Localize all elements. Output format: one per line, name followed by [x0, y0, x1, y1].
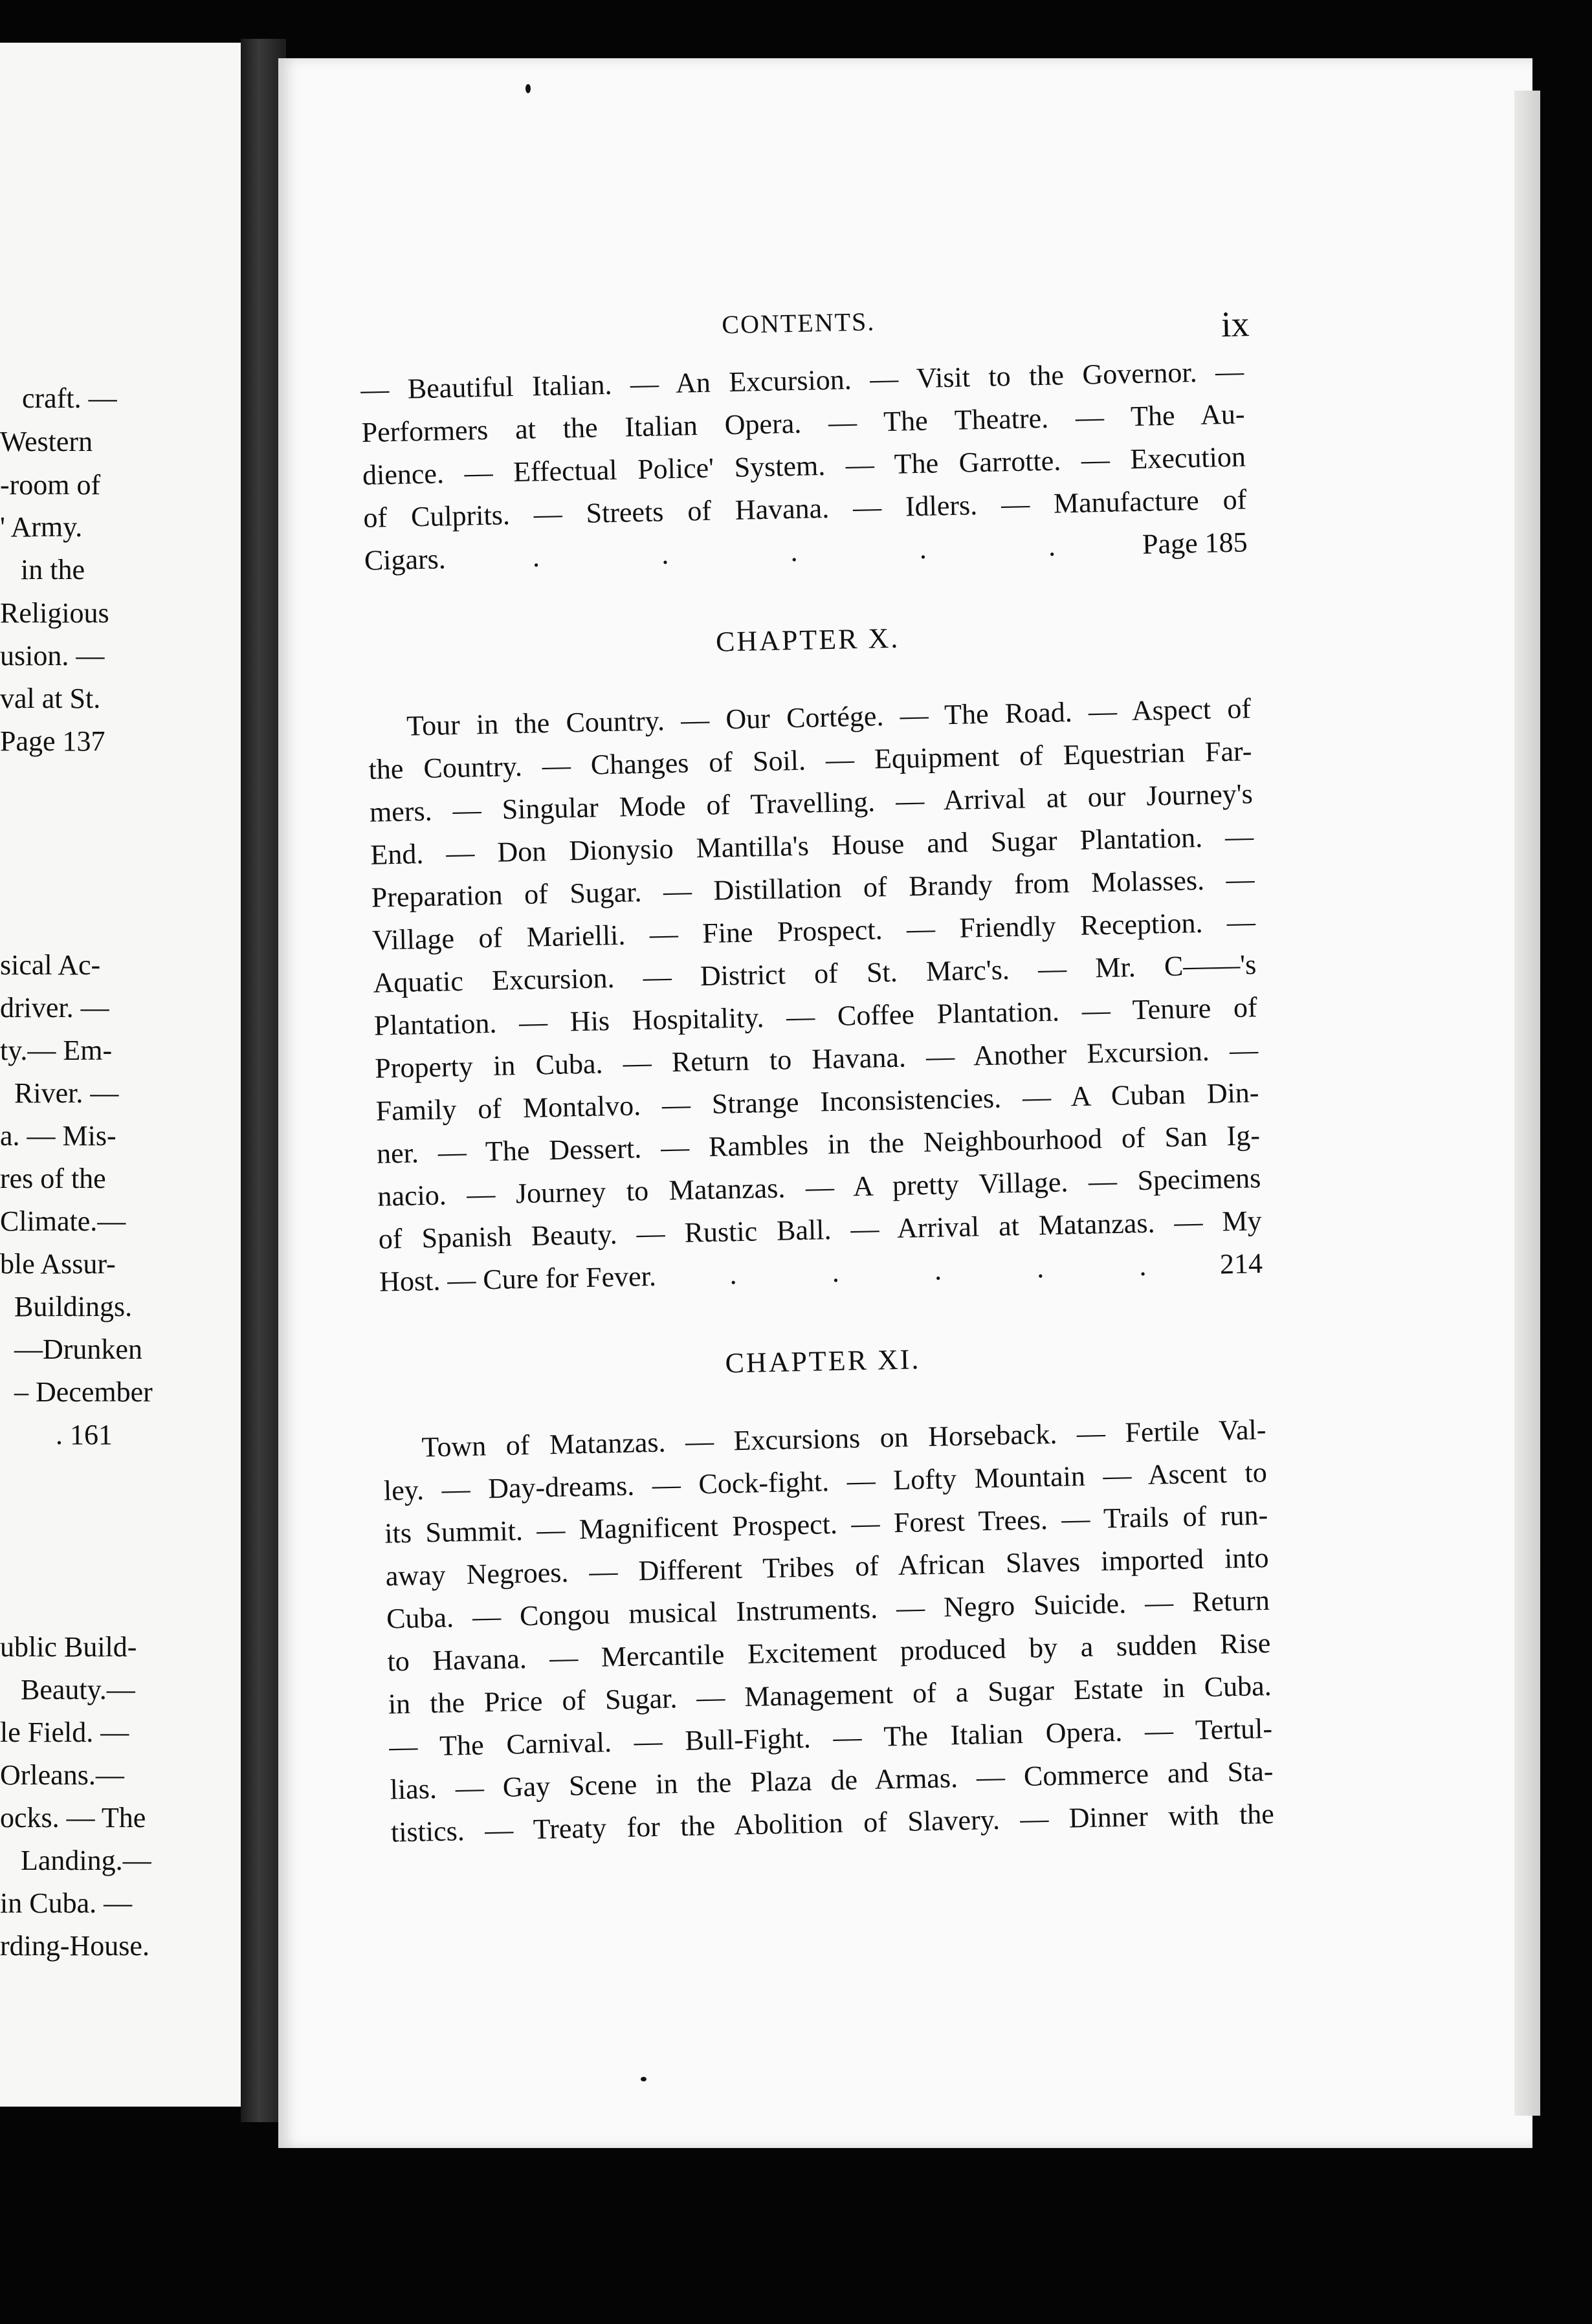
summary-line: Property in Cuba. — Return to Havana. — Another Excursion. —: [374, 1034, 1259, 1084]
leader-dots: . . . . .: [729, 1249, 1147, 1291]
contents-body: [359, 298, 1274, 1854]
left-line: ble Assur-: [0, 1248, 116, 1280]
chapter-summary: [368, 687, 1263, 1303]
summary-line: lias. — Gay Scene in the Plaza de Armas. — Commerce and Sta-: [390, 1755, 1274, 1806]
summary-last-line: Host. — Cure for Fever.: [379, 1260, 657, 1298]
left-line: Religious: [0, 597, 109, 629]
chapter-summary: [382, 1409, 1275, 1854]
left-line: val at St.: [0, 683, 101, 714]
summary-line: of Spanish Beauty. — Rustic Ball. — Arrival at Matanzas. — My: [378, 1205, 1263, 1255]
left-line: sical Ac-: [0, 949, 101, 981]
ink-speck: [641, 2077, 647, 2081]
left-line: Climate.—: [0, 1205, 126, 1237]
summary-line: ner. — The Dessert. — Rambles in the Neighbourhood of San Ig-: [376, 1119, 1261, 1170]
ink-speck: [525, 84, 531, 93]
summary-line: — The Carnival. — Bull-Fight. — The Italian Opera. — Tertul-: [388, 1712, 1273, 1763]
summary-last-line: Cigars.: [364, 543, 447, 576]
chapter-heading: CHAPTER X.: [715, 622, 900, 658]
left-line: ' Army.: [0, 511, 83, 543]
left-line: – December: [14, 1376, 153, 1408]
left-line: rding-House.: [0, 1930, 149, 1962]
left-line: ocks. — The: [0, 1802, 146, 1834]
summary-line: Preparation of Sugar. — Distillation of Brandy from Molasses. —: [371, 863, 1255, 914]
summary-line: — Beautiful Italian. — An Excursion. — Visit to the Governor. —: [360, 355, 1244, 406]
continuation-summary: [360, 350, 1248, 582]
summary-line: the Country. — Changes of Soil. — Equipment of Equestrian Far-: [368, 735, 1252, 785]
summary-line: Performers at the Italian Opera. — The Theatre. — The Au-: [361, 398, 1245, 448]
summary-line: Tour in the Country. — Our Cortége. — The Road. — Aspect of: [406, 692, 1252, 742]
left-line: in the: [21, 554, 85, 586]
summary-line: Family of Montalvo. — Strange Inconsistencies. — A Cuban Din-: [375, 1077, 1259, 1127]
left-line: Buildings.: [14, 1291, 133, 1322]
summary-line: Plantation. — His Hospitality. — Coffee Plantation. — Tenure of: [373, 991, 1258, 1042]
summary-line: nacio. — Journey to Matanzas. — A pretty Village. — Specimens: [377, 1162, 1261, 1212]
left-line: craft. —: [22, 382, 117, 414]
summary-line: of Culprits. — Streets of Havana. — Idlers. — Manufacture of: [362, 483, 1247, 534]
left-line: -room of: [0, 469, 101, 501]
left-line: ty.— Em-: [0, 1035, 113, 1066]
page-edge: [1514, 91, 1540, 2116]
left-line: Orleans.—: [0, 1759, 124, 1791]
summary-line: dience. — Effectual Police' System. — The Garrotte. — Execution: [362, 441, 1246, 491]
left-line: Western: [0, 426, 93, 457]
left-line: ublic Build-: [0, 1631, 137, 1663]
left-line: River. —: [14, 1077, 119, 1109]
summary-line: mers. — Singular Mode of Travelling. — Arrival at our Journey's: [369, 778, 1254, 828]
left-line: —Drunken: [14, 1333, 142, 1365]
left-page-fragment: [0, 43, 241, 2107]
left-line: a. — Mis-: [0, 1120, 116, 1152]
left-line: Landing.—: [21, 1845, 151, 1876]
folio-number: ix: [1221, 304, 1250, 345]
left-page-number: Page 137: [0, 725, 105, 757]
summary-line: End. — Don Dionysio Mantilla's House and Sugar Plantation. —: [370, 820, 1254, 871]
left-line: in Cuba. —: [0, 1887, 133, 1919]
leader-dots: . . . . .: [532, 530, 1056, 573]
left-line: usion. —: [0, 640, 105, 672]
chapter-heading: CHAPTER XI.: [725, 1343, 921, 1379]
left-line: le Field. —: [0, 1716, 129, 1748]
summary-line: to Havana. — Mercantile Excitement produced by a sudden Rise: [387, 1627, 1271, 1678]
summary-line: Village of Marielli. — Fine Prospect. — Friendly Reception. —: [371, 906, 1256, 956]
summary-line: ley. — Day-dreams. — Cock-fight. — Lofty Mountain — Ascent to: [383, 1456, 1268, 1507]
left-line: driver. —: [0, 992, 109, 1024]
summary-line: Town of Matanzas. — Excursions on Horseback. — Fertile Val-: [421, 1414, 1266, 1463]
summary-line: Aquatic Excursion. — District of St. Marc's. — Mr. C——'s: [373, 948, 1257, 999]
left-line: Beauty.—: [21, 1674, 135, 1705]
left-page-number: . 161: [56, 1419, 113, 1451]
left-line: res of the: [0, 1163, 106, 1194]
page-number: 214: [1219, 1247, 1263, 1280]
summary-line: its Summit. — Magnificent Prospect. — Forest Trees. — Trails of run-: [384, 1499, 1268, 1550]
summary-line: away Negroes. — Different Tribes of African Slaves imported into: [385, 1541, 1269, 1592]
summary-line: Cuba. — Congou musical Instruments. — Negro Suicide. — Return: [386, 1584, 1270, 1635]
summary-line: in the Price of Sugar. — Management of a Sugar Estate in Cuba.: [388, 1669, 1272, 1720]
page-number: Page 185: [1142, 526, 1248, 560]
running-title: CONTENTS.: [721, 307, 876, 340]
summary-line: tistics. — Treaty for the Abolition of Slavery. — Dinner with the: [390, 1797, 1275, 1848]
